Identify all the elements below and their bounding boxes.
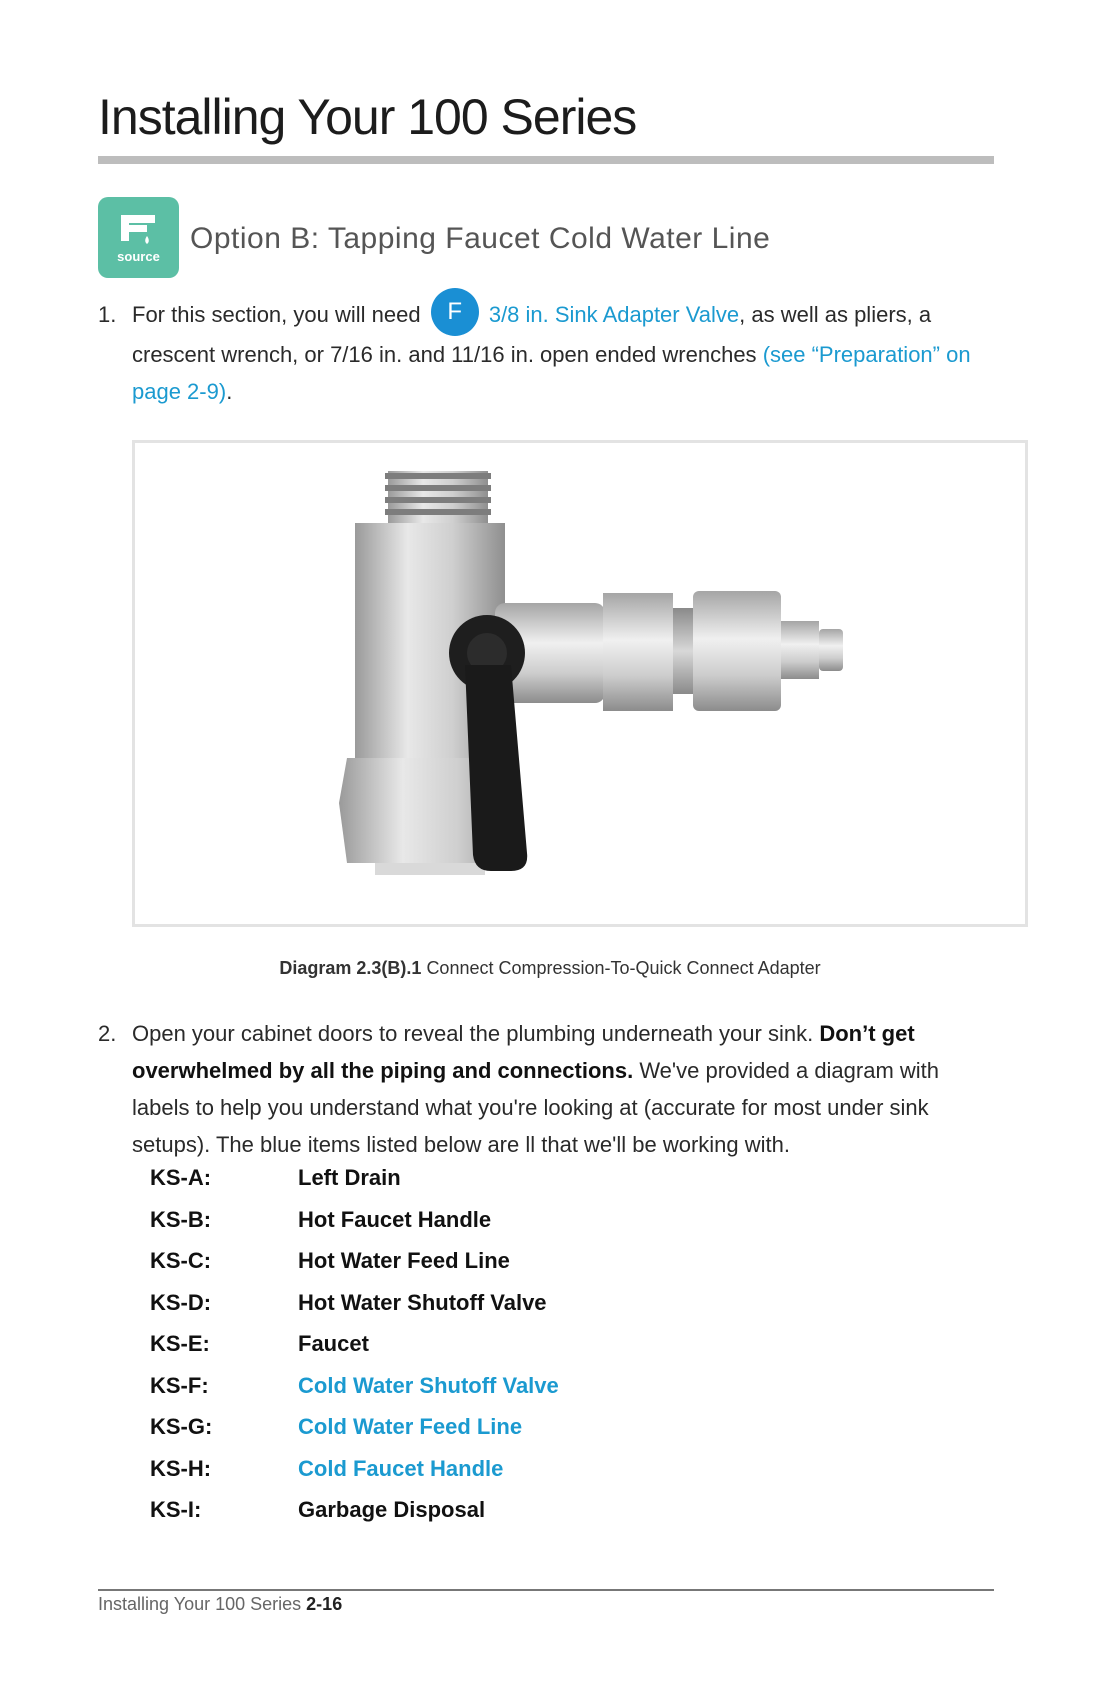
list-item — [150, 1331, 559, 1373]
footer-title: Installing Your 100 Series — [98, 1594, 302, 1614]
ks-name: Hot Water Shutoff Valve — [298, 1289, 547, 1315]
list-item — [150, 1165, 559, 1207]
ks-name: Left Drain — [298, 1165, 401, 1190]
step-2 — [98, 1015, 992, 1163]
ks-name: Faucet — [298, 1331, 369, 1356]
page-footer — [98, 1594, 342, 1615]
list-item — [150, 1290, 559, 1332]
ks-name: Hot Faucet Handle — [298, 1206, 492, 1232]
list-item — [150, 1456, 559, 1498]
part-letter-badge: F — [431, 288, 479, 336]
source-badge — [98, 197, 179, 278]
list-item — [150, 1414, 559, 1456]
ks-code: KS-D: — [150, 1289, 212, 1315]
ks-name: Garbage Disposal — [298, 1497, 486, 1522]
ks-code: KS-B: — [150, 1206, 212, 1232]
step-text: For this section, you will need — [132, 302, 421, 327]
ks-name-highlighted: Cold Water Feed Line — [298, 1414, 523, 1439]
step-1 — [98, 296, 992, 410]
part-name-link[interactable]: 3/8 in. Sink Adapter Valve — [488, 302, 740, 327]
diagram-caption-text: Connect Compression-To-Quick Connect Adapter — [426, 958, 821, 978]
step-text: . — [226, 379, 233, 405]
source-badge-label: source — [117, 249, 160, 264]
preparation-link[interactable]: (see “Preparation” on page 2-9) — [132, 342, 971, 405]
diagram-figure — [132, 440, 1028, 927]
page-title: Installing Your 100 Series — [98, 89, 637, 145]
ks-name-highlighted: Cold Faucet Handle — [298, 1455, 504, 1481]
ks-code: KS-C: — [150, 1248, 212, 1273]
ks-label-list — [150, 1165, 559, 1539]
step-text: Open your cabinet doors to reveal the plumbing underneath your sink. — [132, 1021, 814, 1046]
list-item — [150, 1373, 559, 1415]
ks-code: KS-A: — [150, 1165, 212, 1190]
ks-code: KS-H: — [150, 1455, 212, 1481]
footer-divider — [98, 1589, 994, 1591]
ks-code: KS-E: — [150, 1331, 210, 1356]
list-item — [150, 1248, 559, 1290]
diagram-label: Diagram 2.3(B).1 — [279, 958, 422, 978]
page-number: 2-16 — [306, 1594, 343, 1614]
step-emphasis: Don’t get overwhelmed by all the piping and connections. — [132, 1021, 915, 1083]
ks-code: KS-I: — [150, 1497, 202, 1522]
ks-name-highlighted: Cold Water Shutoff Valve — [298, 1372, 559, 1398]
diagram-caption — [0, 958, 1100, 979]
step-number: 1. — [98, 302, 117, 327]
section-heading: Option B: Tapping Faucet Cold Water Line — [190, 222, 771, 255]
list-item — [150, 1207, 559, 1249]
ks-name: Hot Water Feed Line — [298, 1248, 510, 1273]
ks-code: KS-G: — [150, 1414, 213, 1439]
step-text: , as well as pliers, a crescent wrench, or 7/16 in. and 11/16 in. open ended wrenches — [132, 302, 932, 368]
ks-code: KS-F: — [150, 1372, 209, 1398]
faucet-icon — [117, 209, 161, 247]
step-number: 2. — [98, 1021, 117, 1046]
title-divider — [98, 156, 994, 164]
list-item — [150, 1497, 559, 1539]
step-2-text — [132, 1015, 992, 1163]
step-1-text — [132, 296, 992, 410]
sink-adapter-valve-image — [135, 443, 1025, 924]
step-text: We've provided a diagram with labels to help you understand what you're looking at (accurate for most under sink setups). The blue items listed below are ll that we'll be working with. — [132, 1058, 940, 1157]
